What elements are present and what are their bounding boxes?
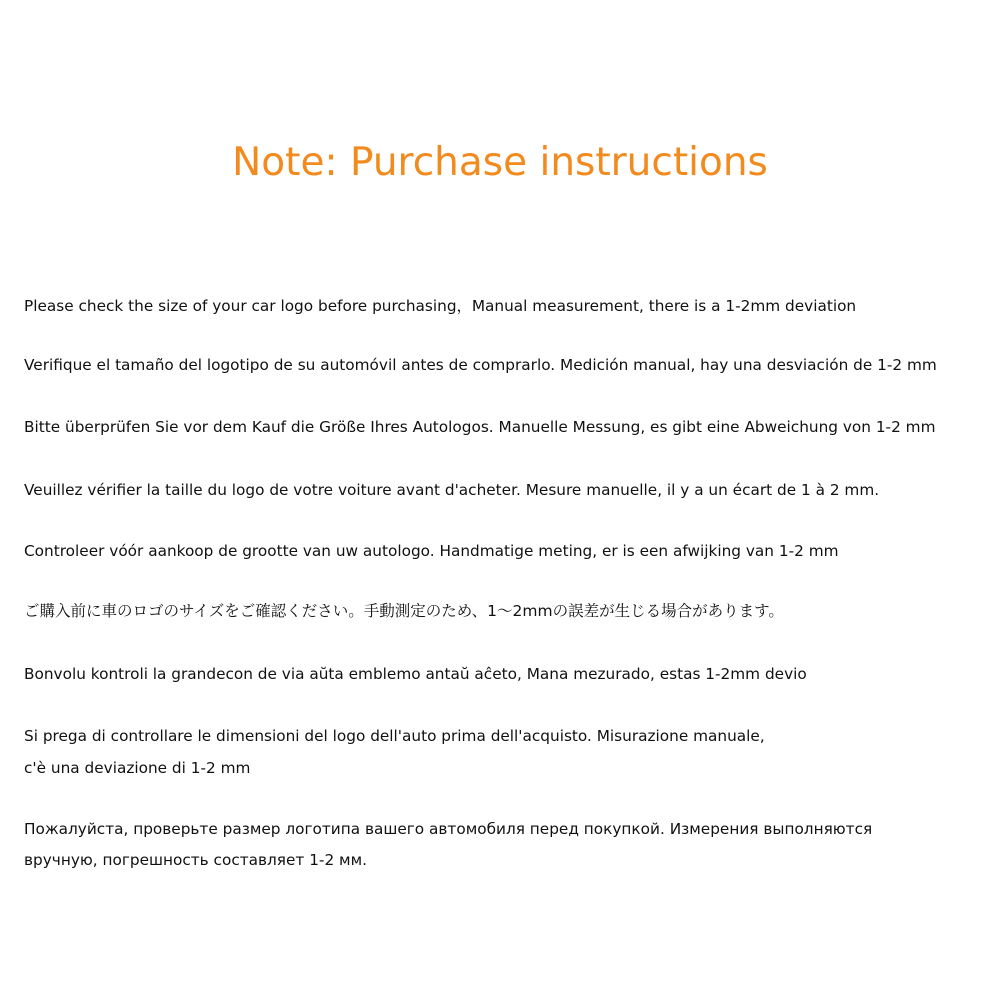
instruction-english: Please check the size of your car logo before purchasing，Manual measurement, there is a 1-2mm deviation xyxy=(24,297,857,315)
instruction-dutch: Controleer vóór aankoop de grootte van uw autologo. Handmatige meting, er is een afwijking van 1-2 mm xyxy=(24,542,839,560)
page-title: Note: Purchase instructions xyxy=(232,140,768,185)
instruction-russian-line-1: Пожалуйста, проверьте размер логотипа вашего автомобиля перед покупкой. Измерения выполняются xyxy=(24,820,873,838)
instruction-french: Veuillez vérifier la taille du logo de votre voiture avant d'acheter. Mesure manuelle, il y a un écart de 1 à 2 mm. xyxy=(24,481,880,499)
instruction-italian-line-2: c'è una deviazione di 1-2 mm xyxy=(24,759,251,777)
instruction-italian-line-1: Si prega di controllare le dimensioni del logo dell'auto prima dell'acquisto. Misurazione manuale, xyxy=(24,727,765,745)
instruction-spanish: Verifique el tamaño del logotipo de su automóvil antes de comprarlo. Medición manual, hay una desviación de 1-2 mm xyxy=(24,356,937,374)
instruction-german: Bitte überprüfen Sie vor dem Kauf die Größe Ihres Autologos. Manuelle Messung, es gibt eine Abweichung von 1-2 mm xyxy=(24,418,936,436)
instruction-esperanto: Bonvolu kontroli la grandecon de via aŭta emblemo antaŭ aĉeto, Mana mezurado, estas 1-2mm devio xyxy=(24,665,807,683)
instruction-japanese: ご購入前に車のロゴのサイズをご確認ください。手動測定のため、1〜2mmの誤差が生じる場合があります。 xyxy=(24,602,784,620)
instruction-russian-line-2: вручную, погрешность составляет 1-2 мм. xyxy=(24,851,367,869)
